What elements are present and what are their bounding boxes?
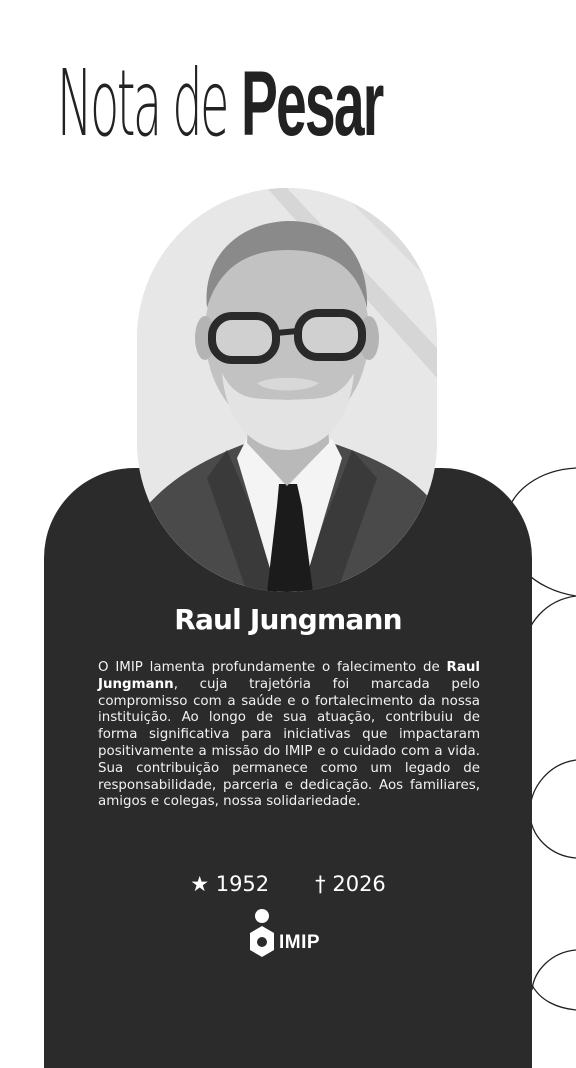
imip-logo xyxy=(247,908,331,960)
condolence-message xyxy=(98,660,480,811)
cross-icon: † xyxy=(315,872,326,896)
message-name-bold: Raul Jungmann xyxy=(98,660,480,692)
star-icon: ★ xyxy=(190,872,210,896)
death-date xyxy=(315,872,386,896)
message-intro: O IMIP lamenta profundamente o falecimento de xyxy=(98,660,447,675)
deco-curve-4 xyxy=(532,950,576,990)
title-bold: Pesar xyxy=(240,53,382,155)
person-icon xyxy=(247,908,277,960)
logo-text: IMIP xyxy=(279,932,321,953)
title-light: Nota de xyxy=(56,50,227,157)
portrait-photo xyxy=(137,188,437,592)
life-dates xyxy=(0,872,576,896)
person-name: Raul Jungmann xyxy=(174,603,402,636)
birth-date xyxy=(190,872,269,896)
message-rest: , cuja trajetória foi marcada pelo compromisso com a saúde e o fortalecimento da nossa instituição. Ao longo de sua atuação, contribuiu de forma significativa para iniciativas que impactaram positivamente a missão do IMIP e o cuidado com a vida. Sua contribuição permanece como um legado de responsabilidade, parceria e dedicação. Aos familiares, amigos e colegas, nossa solidariedade. xyxy=(98,676,480,810)
birth-year: 1952 xyxy=(215,872,270,896)
deco-curve-3 xyxy=(530,760,576,858)
page-title xyxy=(0,50,576,157)
deco-curve-5 xyxy=(532,985,576,1010)
death-year: 2026 xyxy=(332,872,386,896)
